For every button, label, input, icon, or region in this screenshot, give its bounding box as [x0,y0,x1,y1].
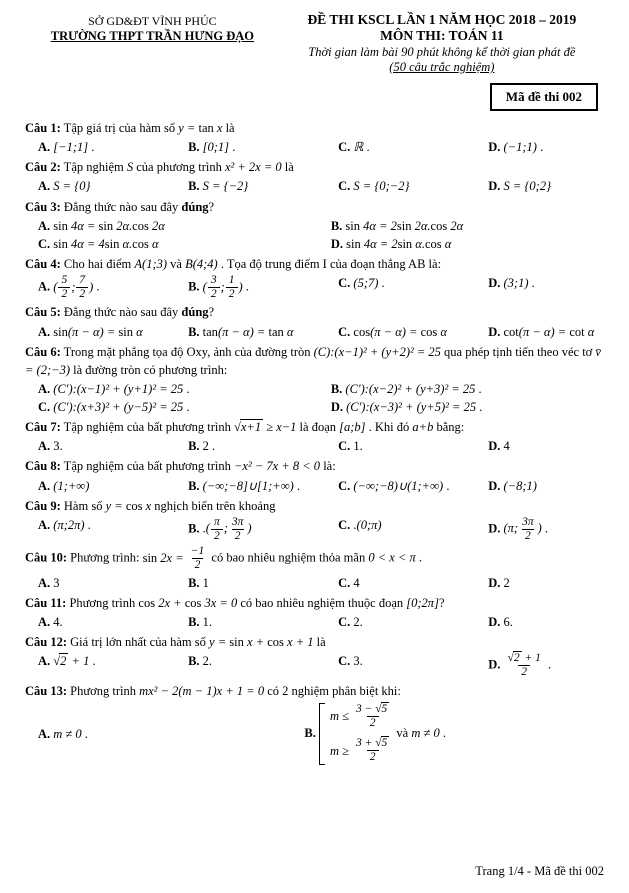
exam-code-row [25,83,598,111]
question-number: Câu 6: [25,344,61,359]
question-stem: Câu 7: Tập nghiệm của bất phương trình √x+1 ≥ x−1 là đoạn [a;b] . Khi đó a+b bằng: [25,420,465,435]
option-text: (C'):(x−2)² + (y+3)² = 25 . [345,381,482,396]
fraction: $\frac{5}{2}$ [58,274,70,301]
option-text: (−1;1) . [503,140,544,155]
option-letter: A. [38,140,51,155]
question-3 [25,198,604,253]
option-B [331,380,604,398]
option-text: .(0;π) [353,517,382,532]
option-text: (5;7) . [353,276,385,290]
math-expression: ( $\frac{3}{2}$ ; $\frac{1}{2}$ ) [202,274,243,301]
option-letter: C. [338,654,351,669]
question-stem: Câu 4: Cho hai điểm A(1;3) và B(4;4) . Tọa độ trung điểm I của đoạn thẳng AB là: [25,256,442,271]
math-expression: [−1;1] [53,140,89,155]
question-stem: Câu 5: Đẳng thức nào sau đây đúng? [25,305,215,320]
option-letter: D. [330,236,343,251]
question-13 [25,682,604,767]
option-C [338,138,482,156]
math-expression: y = cos x [105,498,152,513]
math-expression [504,652,545,679]
options-row [25,274,604,301]
option-A [38,725,298,743]
department-name: SỞ GD&ĐT VĨNH PHÚC [88,14,217,28]
option-text [504,179,552,193]
option-letter: B. [188,179,200,194]
option-letter: D. [488,324,501,339]
math-expression: (π; $\frac{3\pi}{2}$ ) [503,515,542,543]
option-A [38,574,182,592]
math-expression: (−∞;−8)∪(1;+∞) [353,478,444,493]
option-letter: C. [338,517,351,532]
option-letter: D. [488,276,501,290]
option-text: m ≤ $\frac{3 - √5}{2}$ m ≥ $\frac{3 + √5}{2}$ và m ≠ 0 . [319,726,446,740]
option-text: 4. [53,614,63,629]
option-letter: C. [38,400,51,415]
option-B [188,138,332,156]
option-letter: C. [338,614,351,629]
math-expression: a+b [412,420,434,435]
option-B [188,177,332,195]
question-4 [25,255,604,302]
math-expression: 0 < x < π [368,550,416,565]
option-text: 2 . [202,439,216,454]
math-expression: sin 4α = 4sin α.cos α [53,236,159,251]
question-number: Câu 7: [25,420,61,435]
header-school-block [25,12,280,44]
math-expression: y = sin x + cos x + 1 [209,635,314,650]
option-text [504,325,595,339]
math-expression: (−8;1) [503,478,537,493]
fraction: $\frac{3}{2}$ [208,274,220,301]
option-letter: B. [188,654,200,669]
option-C [338,177,482,195]
option-text: ℝ . [353,140,370,155]
math-expression: S = {0;−2} [353,179,410,194]
option-D [488,477,604,495]
options-row [25,437,604,455]
options-row [25,138,604,156]
math-expression: √x+1 ≥ x−1 [233,420,297,435]
option-D [488,177,604,195]
option-text: .( $\frac{\pi}{2}$ ; $\frac{3\pi}{2}$ ) [202,515,252,543]
math-expression: [0;1] [202,140,230,155]
question-2 [25,158,604,195]
math-expression: (C'):(x−2)² + (y+3)² = 25 [345,381,476,396]
fraction: $\frac{\pi}{2}$ [211,516,223,543]
option-letter: C. [38,236,51,251]
option-letter: D. [488,614,501,629]
option-B [188,574,332,592]
option-D [488,138,604,156]
question-1 [25,119,604,156]
options-row [25,613,604,631]
option-letter: A. [38,381,51,396]
question-8 [25,457,604,494]
option-letter: B. [188,140,200,155]
option-A [38,138,182,156]
option-letter: A. [38,726,51,741]
option-letter: D. [488,478,501,493]
question-number: Câu 12: [25,635,68,650]
math-expression: (C'):(x−3)² + (y+5)² = 25 [346,400,477,415]
option-A [38,516,182,543]
option-text [53,219,164,233]
math-expression: (3;1) [503,276,529,290]
exam-header [25,12,604,75]
option-C [338,477,482,495]
option-letter: B. [188,439,200,454]
math-expression: ( $\frac{\pi}{2}$ ; $\frac{3\pi}{2}$ ) [205,515,252,543]
option-text [346,237,451,251]
math-expression: (C'):(x+3)² + (y−5)² = 25 [53,400,184,415]
option-C [338,274,482,301]
math-expression: sin 4α = 2sin α.cos α [346,236,452,251]
option-letter: A. [38,179,51,194]
option-B [188,437,332,455]
option-B [331,217,604,235]
option-text: 3. [353,654,363,669]
math-expression: sin 4α = sin 2α.cos 2α [53,218,165,233]
option-letter: B. [330,218,343,233]
exam-title: ĐỀ THI KSCL LẦN 1 NĂM HỌC 2018 – 2019 [307,12,577,27]
fraction: $\frac{√2 + 1}{2}$ [507,652,541,679]
option-letter: D. [488,521,501,536]
options-row [25,574,604,592]
option-letter: B. [188,521,200,536]
option-letter: A. [38,478,51,493]
math-expression: cot(π − α) = cot α [503,324,595,339]
math-expression: (C'):(x−1)² + (y+1)² = 25 [53,381,184,396]
math-expression: (C):(x−1)² + (y+2)² = 25 [313,344,441,359]
exam-subject: MÔN THI: TOÁN 11 [380,28,504,43]
math-expression: mx² − 2(m − 1)x + 1 = 0 [139,683,265,698]
question-stem: Câu 1: Tập giá trị của hàm số y = tan x là [25,121,235,135]
option-letter: C. [338,276,351,290]
options-row [25,652,604,679]
option-B [188,323,332,341]
math-expression: A(1;3) [134,256,168,271]
question-number: Câu 9: [25,498,61,513]
option-letter: A. [38,517,51,532]
option-A [38,477,182,495]
questions-list [25,119,604,767]
option-letter: D. [488,657,501,672]
page-footer: Trang 1/4 - Mã đề thi 002 [475,864,604,878]
option-D [331,398,604,416]
option-C [338,437,482,455]
question-6 [25,343,604,417]
option-D [488,274,604,301]
question-11 [25,594,604,631]
math-expression: S [126,160,134,175]
option-text: 1. [202,614,213,629]
math-expression: √2 + 1 [53,654,90,669]
option-A [38,652,182,679]
option-C [338,323,482,341]
option-D [488,516,604,543]
option-letter: C. [338,575,351,590]
option-text [345,219,463,233]
option-letter: C. [338,324,351,339]
fraction: $\frac{7}{2}$ [76,274,88,301]
math-expression: y = tan x [178,121,223,135]
option-text: m ≠ 0 . [53,726,88,741]
square-root: √5 [375,737,388,750]
options-row [25,217,604,253]
question-7 [25,418,604,455]
math-expression: sin 2x = $\frac{-1}{2}$ [143,551,209,565]
math-expression: [a;b] [339,420,366,435]
option-C [338,516,482,543]
option-letter: A. [38,575,51,590]
option-text: 2. [202,654,213,669]
math-expression: (1;+∞) [53,478,90,493]
option-A [38,323,182,341]
question-number: Câu 5: [25,305,61,320]
option-letter: A. [38,654,51,669]
option-B [304,701,610,767]
question-stem: Câu 9: Hàm số y = cos x nghịch biến trên khoảng [25,498,276,513]
math-expression: (π;2π) [53,517,85,532]
option-text [353,179,409,193]
option-text: 1. [353,439,363,454]
math-expression: ( $\frac{5}{2}$ ; $\frac{7}{2}$ ) [53,274,94,301]
option-A [38,437,182,455]
option-text: 6. [503,614,513,629]
option-letter: D. [488,179,501,194]
math-expression: sin 4α = 2sin 2α.cos 2α [345,218,464,233]
exam-code-box: Mã đề thi 002 [490,83,598,111]
fraction: $\frac{3 + √5}{2}$ [355,737,388,764]
question-number: Câu 3: [25,199,61,214]
option-letter: A. [38,439,51,454]
option-text: (3;1) . [503,276,535,290]
option-A [38,217,325,235]
options-row [25,380,604,416]
question-9 [25,497,604,544]
question-stem: Câu 12: Giá trị lớn nhất của hàm số y = sin x + cos x + 1 là [25,635,326,650]
option-C [338,574,482,592]
question-number: Câu 11: [25,595,67,610]
option-text: (−∞;−8]∪[1;+∞) . [202,478,301,493]
option-B [188,477,332,495]
option-text: √2 + 1 . [53,654,96,669]
option-letter: C. [338,478,351,493]
fraction: $\frac{1}{2}$ [226,274,238,301]
question-number: Câu 8: [25,459,61,474]
option-text: 3. [53,439,63,454]
exam-duration: Thời gian làm bài 90 phút không kể thời gian phát đề [308,45,576,59]
option-letter: B. [188,575,200,590]
square-root: √2 [53,654,67,669]
option-letter: C. [338,179,351,194]
option-letter: D. [330,400,343,415]
question-number: Câu 2: [25,160,61,175]
option-C [38,235,325,253]
question-stem: Câu 2: Tập nghiệm S của phương trình x² + 2x = 0 là [25,160,294,175]
math-expression: [0;2π] [406,595,439,610]
option-text [53,179,90,193]
option-C [338,652,482,679]
option-text: (C'):(x−3)² + (y+5)² = 25 . [346,400,483,415]
option-letter: B. [330,381,343,396]
school-name: TRƯỜNG THPT TRẦN HƯNG ĐẠO [50,29,254,43]
option-text: (−∞;−8)∪(1;+∞) . [353,478,450,493]
option-text: 3 [53,575,60,590]
option-D [331,235,604,253]
option-A [38,177,182,195]
math-expression: cos 2x + cos 3x = 0 [138,595,238,610]
math-expression: v̄ = (2;−3) [25,344,601,377]
option-text [53,479,89,493]
square-root: √5 [375,702,388,715]
math-expression: m ≠ 0 [411,725,440,740]
question-12 [25,633,604,680]
option-letter: A. [38,614,51,629]
option-letter: B. [188,324,200,339]
option-B [188,516,332,543]
option-letter: B. [188,279,200,294]
cases-bracket [319,703,325,765]
option-letter: C. [338,439,351,454]
option-A [38,380,325,398]
option-text: $\frac{√2 + 1}{2}$ . [504,658,552,672]
option-letter: B. [188,478,200,493]
math-expression: (5;7) [353,276,379,290]
option-text [53,325,142,339]
option-text: (π;2π) . [53,517,91,532]
option-D [488,323,604,341]
options-row [25,477,604,495]
option-letter: A. [38,218,51,233]
option-letter: C. [338,140,351,155]
math-expression: m ≠ 0 [53,726,82,741]
option-text: (π; $\frac{3\pi}{2}$ ) . [503,515,549,543]
square-root: √x+1 [233,420,262,435]
question-number: Câu 13: [25,683,68,698]
option-letter: B. [188,614,200,629]
option-letter: D. [488,439,501,454]
math-expression: ℝ [353,140,364,155]
option-A [38,274,182,301]
cases-system: m ≤ $\frac{3 - √5}{2}$ m ≥ $\frac{3 + √5}{2}$ [319,703,393,765]
question-stem: Câu 11: Phương trình cos 2x + cos 3x = 0 có bao nhiêu nghiệm thuộc đoạn [0;2π]? [25,595,445,610]
fraction: $\frac{3 - √5}{2}$ [355,702,388,729]
math-expression: cos(π − α) = cos α [353,324,447,339]
option-text [53,237,158,251]
option-D [488,613,604,631]
question-stem: Câu 13: Phương trình mx² − 2(m − 1)x + 1 = 0 có 2 nghiệm phân biệt khi: [25,683,401,698]
option-text [504,479,537,493]
exam-question-count: (50 câu trắc nghiệm) [389,60,495,74]
option-text: 4 [503,439,510,454]
fraction: $\frac{3\pi}{2}$ [231,515,244,543]
option-text [203,325,294,339]
option-text: 2 [503,575,510,590]
option-letter: B. [304,725,316,740]
header-title-block [280,12,604,75]
question-stem: Câu 8: Tập nghiệm của bất phương trình −x² − 7x + 8 < 0 là: [25,459,336,474]
option-A [38,613,182,631]
math-expression: (−1;1) [503,140,537,155]
option-text: 2. [353,614,363,629]
question-10 [25,545,604,592]
option-text: ( $\frac{3}{2}$ ; $\frac{1}{2}$ ) . [202,274,249,301]
option-text: 1 [202,575,209,590]
option-text [203,179,249,193]
option-B [188,274,332,301]
fraction: $\frac{3\pi}{2}$ [522,515,534,543]
question-stem: Câu 6: Trong mặt phẳng tọa độ Oxy, ảnh của đường tròn (C):(x−1)² + (y+2)² = 25 qua phép tịnh tiến theo véc tơ v̄ = (2;−3) là đường tròn có phương trình: [25,344,601,377]
option-text: [0;1] . [202,140,236,155]
options-row [25,177,604,195]
option-text: (C'):(x+3)² + (y−5)² = 25 . [53,400,190,415]
option-text [353,325,447,339]
option-C [338,613,482,631]
option-D [488,437,604,455]
option-D [488,574,604,592]
question-number: Câu 1: [25,121,61,135]
option-letter: A. [38,279,51,294]
math-expression: sin(π − α) = sin α [53,324,143,339]
option-C [38,398,325,416]
question-number: Câu 4: [25,256,61,271]
math-expression: −x² − 7x + 8 < 0 [233,459,321,474]
math-expression: tan(π − α) = tan α [202,324,294,339]
option-letter: D. [488,575,501,590]
option-text: ( $\frac{5}{2}$ ; $\frac{7}{2}$ ) . [53,274,100,301]
option-D [488,652,604,679]
option-B [188,652,332,679]
options-row [25,516,604,543]
question-5 [25,303,604,340]
math-expression: S = {0} [53,179,91,194]
option-letter: A. [38,324,51,339]
options-row [25,701,604,767]
math-expression: B(4;4) [185,256,218,271]
option-text: (C'):(x−1)² + (y+1)² = 25 . [53,381,190,396]
question-stem: Câu 10: Phương trình: sin 2x = $\frac{-1}{2}$ có bao nhiêu nghiệm thỏa mãn 0 < x < π . [25,545,423,572]
option-text: [−1;1] . [53,140,95,155]
math-expression: x² + 2x = 0 [224,160,282,175]
option-letter: D. [488,140,501,155]
question-number: Câu 10: [25,550,68,565]
question-stem: Câu 3: Đẳng thức nào sau đây đúng? [25,199,215,214]
math-expression: (−∞;−8]∪[1;+∞) [202,478,294,493]
option-B [188,613,332,631]
options-row [25,323,604,341]
math-expression: S = {0;2} [503,179,552,194]
option-text: 4 [353,575,360,590]
math-expression: (0;π) [356,517,382,532]
math-expression: S = {−2} [202,179,249,194]
fraction: $\frac{-1}{2}$ [190,545,205,572]
square-root: √2 [507,652,520,665]
